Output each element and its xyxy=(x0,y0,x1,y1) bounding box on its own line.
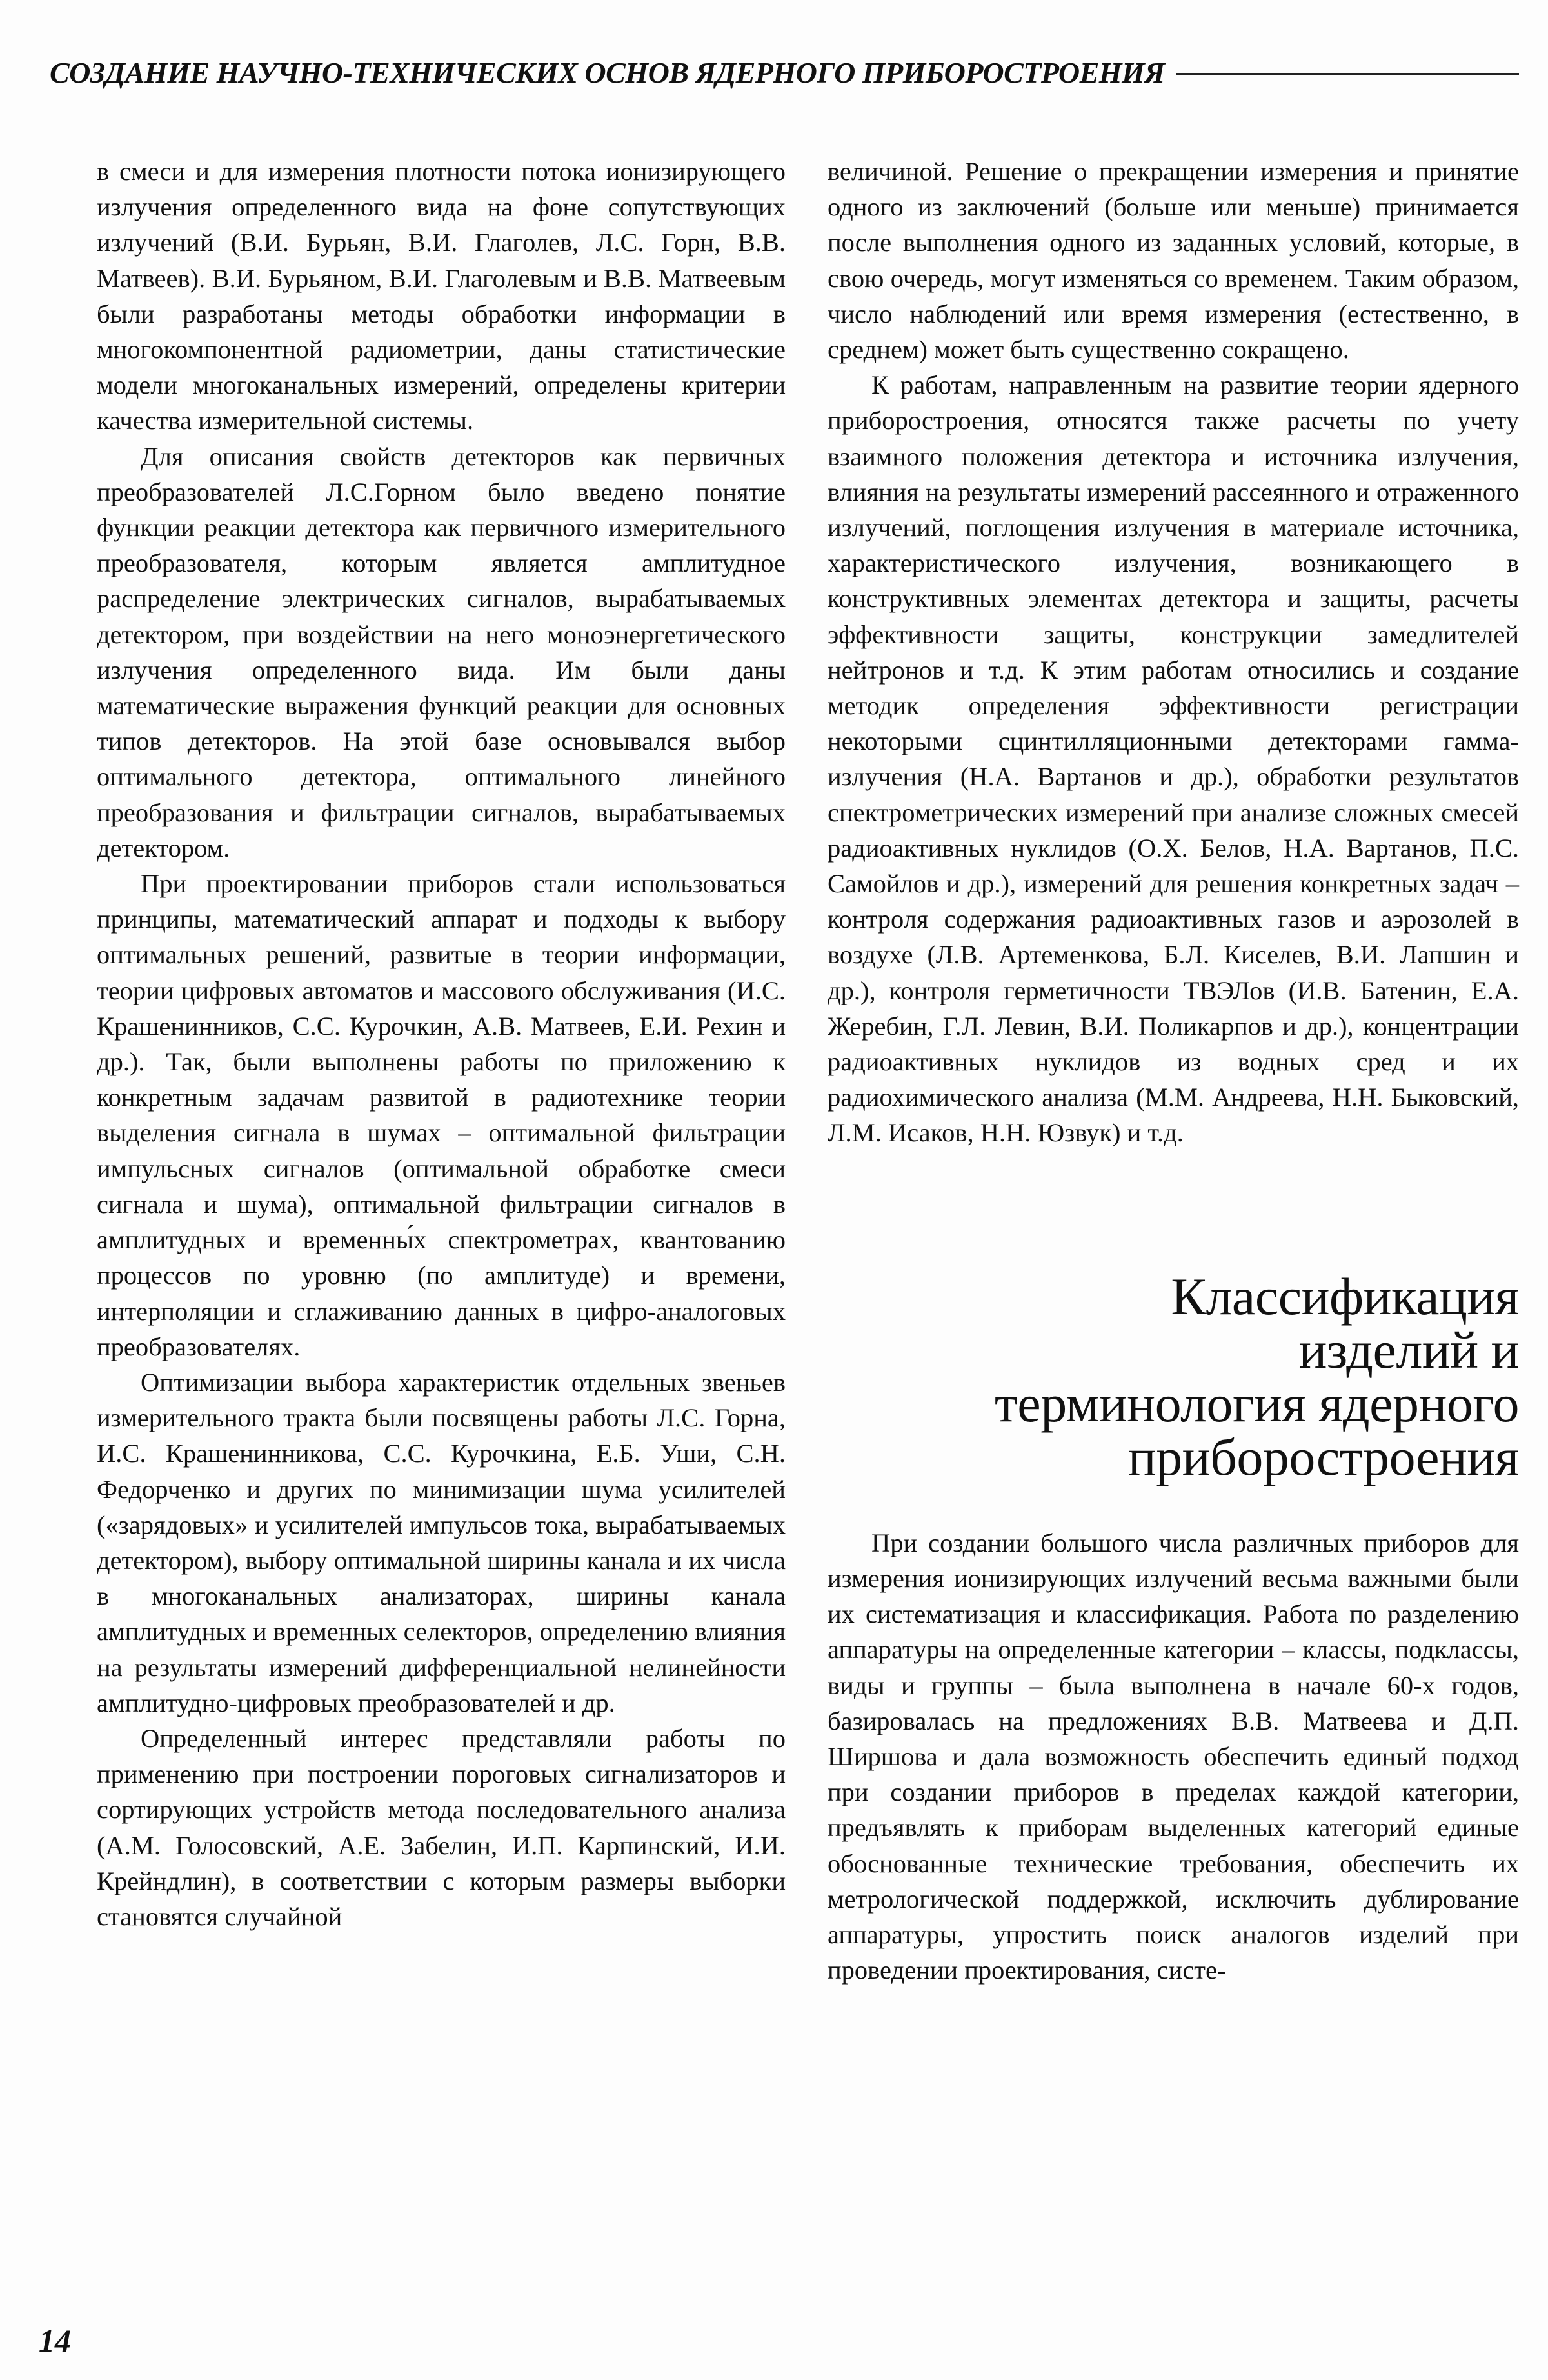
paragraph: При проектировании приборов стали использоваться принципы, математический аппарат и подходы к выбору оптимальных решений, развитые в теории информации, теории цифровых автоматов и массового обслуживания (И.С. Крашенинников, С.С. Курочкин, А.В. Матвеев, Е.И. Рехин и др.). Так, были выполнены работы по приложению к конкретным задачам развитой в радиотехнике теории выделения сигнала в шумах – оптимальной фильтрации импульсных сигналов (оптимальной обработке смеси сигнала и шума), оптимальной фильтрации сигналов в амплитудных и временны́х спектрометрах, квантованию процессов по уровню (по амплитуде) и времени, интерполяции и сглаживанию данных в цифро-аналоговых преобразователях. xyxy=(97,869,786,1361)
right-column xyxy=(828,154,1519,1988)
running-header xyxy=(50,53,1519,92)
section-heading xyxy=(828,1266,1519,1486)
section-heading-line: Классификация xyxy=(1171,1266,1519,1326)
page-number: 14 xyxy=(39,2323,71,2359)
paragraph: К работам, направленным на развитие теории ядерного приборостроения, относятся также расчеты по учету взаимного положения детектора и источника излучения, влияния на результаты измерений рассеянного и отраженного излучений, поглощения излучения в материале источника, характеристического излучения, возникающего в конструктивных элементах детектора и защиты, расчеты эффективности защиты, конструкции замедлителей нейтронов и т.д. К этим работам относились и создание методик определения эффективности регистрации некоторыми сцинтилляционными детекторами гамма-излучения (Н.А. Вартанов и др.), обработки результатов спектрометрических измерений при анализе сложных смесей радиоактивных нуклидов (О.Х. Белов, Н.А. Вартанов, П.С. Самойлов и др.), измерений для решения конкретных задач – контроля содержания радиоактивных газов и аэрозолей в воздухе (Л.В. Артеменкова, Б.Л. Киселев, В.И. Лапшин и др.), контроля герметичности ТВЭЛов (И.В. Батенин, Е.А. Жеребин, Г.Л. Левин, В.И. Поликарпов и др.), концентрации радиоактивных нуклидов из водных сред и их радиохимического анализа (М.М. Андреева, Н.Н. Быковский, Л.М. Исаков, Н.Н. Юзвук) и т.д. xyxy=(828,370,1519,1148)
header-rule xyxy=(1176,73,1519,75)
paragraph: При создании большого числа различных приборов для измерения ионизирующих излучений весьма важными были их систематизация и классификация. Работа по разделению аппаратуры на определенные категории – классы, подклассы, виды и группы – была выполнена в начале 60-х годов, базировалась на предложениях В.В. Матвеева и Д.П. Ширшова и дала возможность обеспечить единый подход при создании приборов в пределах каждой категории, предъявлять к приборам выделенных категорий единые обоснованные технические требования, обеспечить их метрологической поддержкой, исключить дублирование аппаратуры, упростить поиск аналогов изделий при проведении проектирования, систе- xyxy=(828,1528,1519,1985)
section-heading-line: терминология ядерного xyxy=(994,1374,1519,1433)
running-header-title: СОЗДАНИЕ НАУЧНО-ТЕХНИЧЕСКИХ ОСНОВ ЯДЕРНОГО ПРИБОРОСТРОЕНИЯ xyxy=(50,55,1165,89)
section-heading-line: изделий и xyxy=(1298,1320,1519,1379)
paragraph: Оптимизации выбора характеристик отдельных звеньев измерительного тракта были посвящены работы Л.С. Горна, И.С. Крашенинникова, С.С. Курочкина, Е.Б. Уши, С.Н. Федорченко и других по минимизации шума усилителей («зарядовых» и усилителей импульсов тока, вырабатываемых детектором), выбору оптимальной ширины канала и их числа в многоканальных анализаторах, ширины канала амплитудных и временных селекторов, определению влияния на результаты измерений дифференциальной нелинейности амплитудно-цифровых преобразователей и др. xyxy=(97,1367,786,1717)
left-column xyxy=(97,154,786,1934)
section-heading-line: приборостроения xyxy=(1127,1427,1519,1486)
paragraph: Для описания свойств детекторов как первичных преобразователей Л.С.Горном было введено понятие функции реакции детектора как первичного измерительного преобразователя, которым является амплитудное распределение электрических сигналов, вырабатываемых детектором, при воздействии на него моноэнергетического излучения определенного вида. Им были даны математические выражения функций реакции для основных типов детекторов. На этой базе основывался выбор оптимального детектора, оптимального линейного преобразования и фильтрации сигналов, вырабатываемых детектором. xyxy=(97,441,786,863)
paragraph: Определенный интерес представляли работы по применению при построении пороговых сигнализаторов и сортирующих устройств метода последовательного анализа (А.М. Голосовский, А.Е. Забелин, И.П. Карпинский, И.И. Крейндлин), в соответствии с которым размеры выборки становятся случайной xyxy=(97,1723,786,1931)
paragraph: в смеси и для измерения плотности потока ионизирующего излучения определенного вида на фоне сопутствующих излучений (В.И. Бурьян, В.И. Глаголев, Л.С. Горн, В.В. Матвеев). В.И. Бурьяном, В.И. Глаголевым и В.В. Матвеевым были разработаны методы обработки информации в многокомпонентной радиометрии, даны статистические модели многоканальных измерений, определены критерии качества измерительной системы. xyxy=(97,157,786,435)
paragraph: величиной. Решение о прекращении измерения и принятие одного из заключений (больше или меньше) принимается после выполнения одного из заданных условий, которые, в свою очередь, могут изменяться со временем. Таким образом, число наблюдений или время измерения (естественно, в среднем) может быть существенно сокращено. xyxy=(828,157,1519,365)
